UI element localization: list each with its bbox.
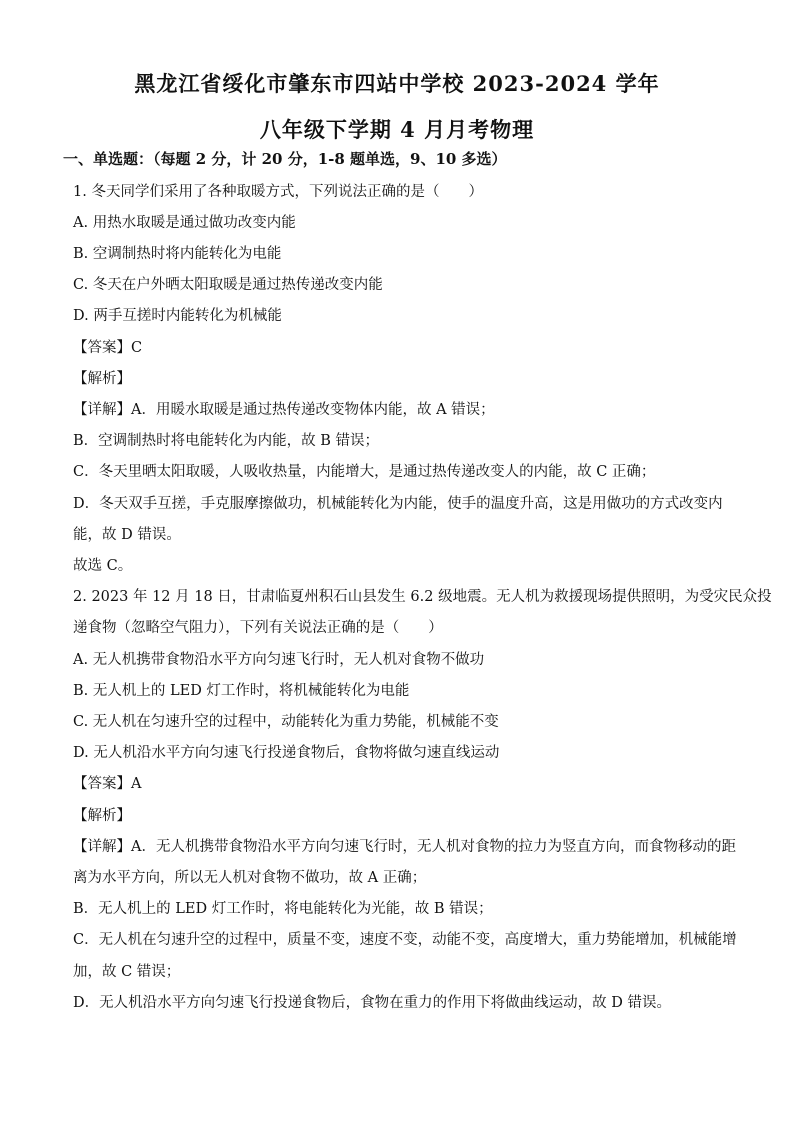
question-2-detail-line: 【详解】A．无人机携带食物沿水平方向匀速飞行时，无人机对食物的拉力为竖直方向，而食物移动的距 — [73, 839, 736, 855]
question-1-detail-line: D．冬天双手互搓，手克服摩擦做功，机械能转化为内能，使手的温度升高，这是用做功的方式改变内 — [73, 496, 723, 512]
question-1-conclusion: 故选 C。 — [73, 558, 133, 574]
question-1-detail-line: C．冬天里晒太阳取暖，人吸收热量，内能增大，是通过热传递改变人的内能，故 C 正确； — [73, 464, 656, 480]
question-2-detail-line: B．无人机上的 LED 灯工作时，将电能转化为光能，故 B 错误； — [73, 901, 493, 917]
question-1-analysis-label: 【解析】 — [73, 371, 131, 387]
question-1-detail-line: B．空调制热时将电能转化为内能，故 B 错误； — [73, 433, 380, 449]
question-1-option-b: B. 空调制热时将内能转化为电能 — [73, 246, 282, 262]
page-title-line-1: 黑龙江省绥化市肇东市四站中学校 2023-2024 学年 — [134, 71, 660, 96]
question-2-option-c: C. 无人机在匀速升空的过程中，动能转化为重力势能，机械能不变 — [73, 714, 499, 730]
question-1-option-a: A. 用热水取暖是通过做功改变内能 — [73, 215, 296, 231]
question-1-detail-line: 能，故 D 错误。 — [73, 527, 181, 543]
question-2-detail-line: 加，故 C 错误； — [73, 964, 181, 980]
question-2-option-a: A. 无人机携带食物沿水平方向匀速飞行时，无人机对食物不做功 — [73, 652, 485, 668]
question-2-detail-line: 离为水平方向，所以无人机对食物不做功，故 A 正确； — [73, 870, 427, 886]
question-2-answer: 【答案】A — [73, 776, 142, 792]
question-1-detail-line: 【详解】A．用暖水取暖是通过热传递改变物体内能，故 A 错误； — [73, 402, 495, 418]
question-2-stem-line: 递食物（忽略空气阻力），下列有关说法正确的是（ ） — [73, 620, 443, 636]
question-2-option-b: B. 无人机上的 LED 灯工作时，将机械能转化为电能 — [73, 683, 410, 699]
question-1-option-d: D. 两手互搓时内能转化为机械能 — [73, 308, 282, 324]
question-2-detail-line: C．无人机在匀速升空的过程中，质量不变，速度不变，动能不变，高度增大，重力势能增加，机械能增 — [73, 932, 737, 948]
question-1-option-c: C. 冬天在户外晒太阳取暖是通过热传递改变内能 — [73, 277, 383, 293]
question-2-analysis-label: 【解析】 — [73, 808, 131, 824]
question-2-option-d: D. 无人机沿水平方向匀速飞行投递食物后，食物将做匀速直线运动 — [73, 745, 500, 761]
section-heading: 一、单选题：（每题 2 分，计 20 分，1-8 题单选，9、10 多选） — [63, 150, 507, 168]
question-2-stem-line: 2. 2023 年 12 月 18 日，甘肃临夏州积石山县发生 6.2 级地震。无人机为救援现场提供照明，为受灾民众投 — [73, 589, 772, 605]
question-1-stem: 1. 冬天同学们采用了各种取暖方式，下列说法正确的是（ ） — [73, 184, 483, 200]
question-1-answer: 【答案】C — [73, 340, 143, 356]
page-title-line-2: 八年级下学期 4 月月考物理 — [259, 117, 535, 142]
question-2-detail-line: D．无人机沿水平方向匀速飞行投递食物后，食物在重力的作用下将做曲线运动，故 D 错误。 — [73, 995, 671, 1011]
